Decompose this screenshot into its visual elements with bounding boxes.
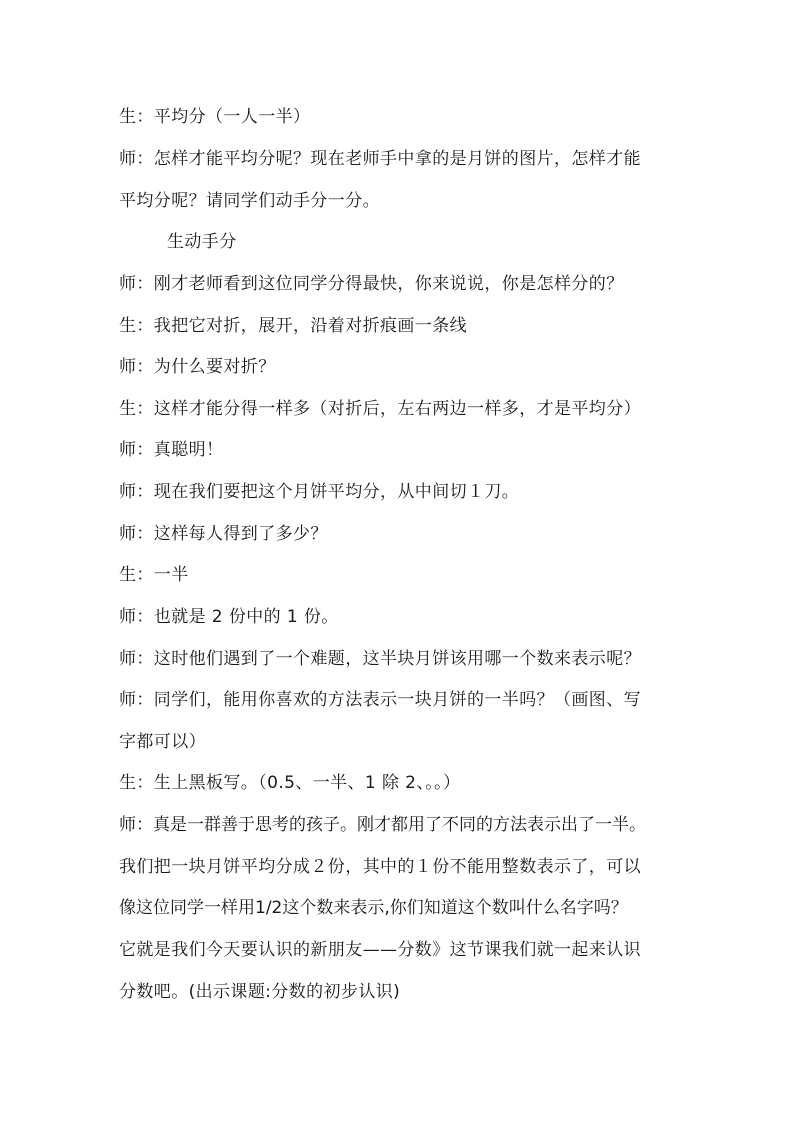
text-line-1: 生：平均分（一人一半） [119, 107, 311, 127]
text-line-7: 师：为什么要对折？ [119, 357, 276, 377]
text-line-16: 字都可以） [119, 732, 206, 752]
text-line-17: 生：生上黑板写。（0.5、一半、1 除 2、。。） [119, 773, 461, 793]
text-line-6: 生：我把它对折，展开，沿着对折痕画一条线 [119, 316, 467, 336]
text-line-8: 生：这样才能分得一样多（对折后，左右两边一样多，才是平均分） [119, 399, 641, 419]
text-line-18: 师：真是一群善于思考的孩子。刚才都用了不同的方法表示出了一半。 [119, 815, 646, 835]
text-line-12: 生：一半 [119, 565, 189, 585]
text-line-11: 师：这样每人得到了多少？ [119, 524, 328, 544]
text-line-5: 师：刚才老师看到这位同学分得最快，你来说说，你是怎样分的？ [119, 274, 624, 294]
text-line-4: 生动手分 [167, 232, 237, 252]
text-line-2: 师：怎样才能平均分呢？现在老师手中拿的是月饼的图片，怎样才能 [119, 149, 641, 169]
text-line-14: 师：这时他们遇到了一个难题，这半块月饼该用哪一个数来表示呢？ [119, 649, 641, 669]
text-line-15: 师：同学们，能用你喜欢的方法表示一块月饼的一半吗？（画图、写 [119, 690, 641, 710]
text-line-9: 师：真聪明！ [119, 440, 224, 460]
text-line-19: 我们把一块月饼平均分成２份，其中的１份不能用整数表示了，可以 [119, 857, 641, 877]
text-line-10: 师：现在我们要把这个月饼平均分，从中间切１刀。 [119, 482, 520, 502]
text-line-13: 师：也就是 2 份中的 1 份。 [119, 607, 339, 627]
text-line-21: 它就是我们今天要认识的新朋友——分数》这节课我们就一起来认识 [119, 940, 641, 960]
text-line-3: 平均分呢？请同学们动手分一分。 [119, 191, 380, 211]
text-line-22: 分数吧。(出示课题:分数的初步认识) [119, 982, 401, 1002]
text-line-20: 像这位同学一样用1/2这个数来表示,你们知道这个数叫什么名字吗？ [119, 898, 628, 918]
